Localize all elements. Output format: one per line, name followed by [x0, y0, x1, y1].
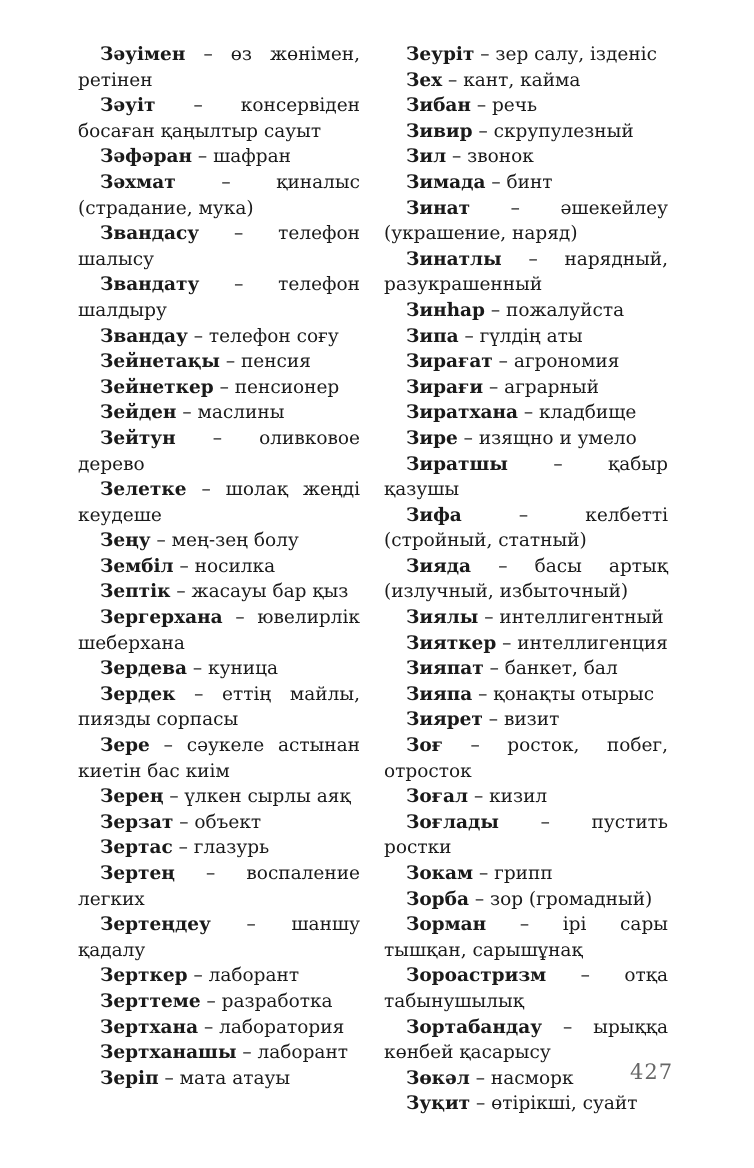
entry-definition: разработка	[221, 990, 333, 1012]
entry-definition: әшекейлеу (украшение, наряд)	[384, 197, 668, 245]
entry-dash: –	[206, 863, 216, 884]
dictionary-entry	[384, 554, 668, 605]
dictionary-entry	[78, 554, 360, 580]
entry-dash: –	[540, 811, 550, 833]
entry-headword: Зергерхана	[100, 607, 223, 629]
dictionary-entry	[78, 1015, 360, 1041]
entry-dash: –	[234, 223, 244, 245]
entry-definition: воспаление легких	[78, 863, 360, 910]
entry-definition: пустить ростки	[384, 811, 668, 859]
entry-dash: –	[176, 581, 186, 603]
entry-dash: –	[235, 607, 245, 629]
entry-headword: Зембіл	[100, 555, 174, 577]
entry-headword: Зире	[406, 427, 458, 449]
entry-definition: кладбище	[539, 402, 637, 424]
entry-dash: –	[242, 1042, 252, 1064]
entry-headword: Зерткер	[100, 965, 188, 987]
dictionary-entry	[384, 1091, 668, 1117]
entry-definition: интеллигенция	[517, 632, 668, 654]
entry-definition: глазурь	[193, 837, 270, 859]
entry-headword: Зертхана	[100, 1016, 199, 1038]
entry-dash: –	[476, 95, 487, 117]
dictionary-entry	[78, 682, 360, 733]
entry-headword: Зияпат	[406, 658, 484, 680]
entry-definition: шолақ жеңді кеудеше	[78, 479, 360, 526]
dictionary-entry	[384, 733, 668, 784]
entry-dash: –	[491, 171, 501, 193]
entry-dash: –	[463, 427, 473, 449]
entry-definition: телефон соғу	[208, 325, 339, 347]
entry-definition: росток, побег, отросток	[384, 735, 669, 782]
entry-headword: Зеріп	[100, 1067, 159, 1089]
dictionary-entry	[78, 221, 360, 272]
right-column	[384, 42, 668, 1117]
entry-headword: Зәфәран	[100, 146, 193, 168]
entry-headword: Зертас	[100, 837, 173, 859]
dictionary-entry	[384, 707, 668, 733]
entry-dash: –	[225, 351, 236, 373]
dictionary-entry	[78, 861, 360, 912]
entry-definition: бинт	[506, 171, 553, 193]
entry-headword: Зертең	[100, 863, 175, 884]
dictionary-entry	[384, 503, 668, 554]
entry-definition: телефон шалдыру	[78, 274, 360, 321]
entry-dash: –	[201, 479, 211, 501]
entry-definition: консервіден босаған қаңылтыр сауыт	[78, 95, 360, 142]
entry-dash: –	[473, 786, 484, 808]
dictionary-entry	[384, 682, 668, 708]
entry-dash: –	[518, 504, 529, 526]
entry-definition: үлкен сырлы аяқ	[184, 786, 351, 808]
entry-dash: –	[178, 837, 188, 859]
entry-headword: Зороастризм	[406, 965, 547, 987]
entry-headword: Зелетке	[100, 479, 187, 501]
entry-headword: Зипа	[406, 325, 459, 347]
entry-dash: –	[498, 555, 508, 577]
entry-definition: қонақты отырыс	[493, 683, 655, 705]
dictionary-entry	[78, 784, 360, 810]
entry-headword: Зинат	[406, 197, 471, 219]
dictionary-entry	[384, 784, 668, 810]
entry-dash: –	[169, 786, 179, 808]
dictionary-entry	[384, 170, 668, 196]
dictionary-entry	[78, 349, 360, 375]
entry-headword: Зоғал	[406, 786, 469, 808]
entry-dash: –	[448, 69, 458, 91]
entry-definition: қиналыс (страдание, мука)	[78, 171, 360, 219]
entry-dash: –	[197, 146, 208, 168]
entry-headword: Зорман	[406, 914, 487, 936]
entry-definition: звонок	[467, 146, 534, 168]
entry-definition: агрономия	[513, 351, 620, 373]
dictionary-entry	[78, 272, 360, 323]
dictionary-entry	[384, 656, 668, 682]
entry-dash: –	[212, 427, 223, 449]
entry-dash: –	[246, 914, 256, 936]
entry-headword: Зоғ	[406, 735, 444, 757]
entry-definition: речь	[491, 95, 538, 117]
entry-headword: Зейнеткер	[100, 376, 214, 398]
entry-definition: келбетті (стройный, статный)	[384, 504, 668, 552]
entry-dash: –	[580, 965, 590, 987]
entry-definition: жасауы бар қыз	[191, 581, 349, 603]
entry-dash: –	[206, 990, 216, 1012]
dictionary-entry	[384, 452, 668, 503]
entry-headword: Зил	[406, 146, 447, 168]
entry-headword: Звандау	[100, 325, 188, 347]
entry-dash: –	[523, 402, 534, 424]
dictionary-entry	[384, 298, 668, 324]
entry-dash: –	[502, 632, 512, 654]
entry-definition: насморк	[490, 1067, 574, 1089]
entry-dash: –	[478, 120, 488, 142]
entry-dash: –	[193, 965, 203, 987]
dictionary-entry	[384, 196, 668, 247]
entry-definition: мең-зең болу	[171, 530, 299, 552]
dictionary-entry	[78, 375, 360, 401]
entry-definition: отқа табынушылық	[384, 965, 668, 1012]
dictionary-entry	[78, 324, 360, 350]
dictionary-entry	[384, 324, 668, 350]
dictionary-entry	[78, 656, 360, 682]
entry-dash: –	[234, 274, 244, 296]
entry-headword: Зердева	[100, 658, 187, 680]
dictionary-entry	[78, 42, 360, 93]
dictionary-entry	[384, 605, 668, 631]
entry-headword: Зинатлы	[406, 248, 502, 270]
entry-headword: Звандасу	[100, 223, 200, 245]
entry-definition: пенсия	[240, 351, 311, 373]
entry-headword: Зәхмат	[100, 171, 176, 193]
entry-definition: шаншу қадалу	[78, 914, 360, 961]
dictionary-entry	[384, 247, 668, 298]
entry-definition: еттің майлы, пиязды сорпасы	[78, 683, 360, 731]
entry-headword: Зиратшы	[406, 453, 508, 475]
entry-headword: Зәуімен	[100, 44, 186, 65]
entry-definition: басы артық (излучный, избыточный)	[384, 555, 668, 603]
entry-dash: –	[489, 658, 499, 680]
entry-headword: Зердек	[100, 683, 176, 705]
dictionary-entry	[78, 605, 360, 656]
entry-definition: лаборант	[257, 1042, 349, 1064]
entry-headword: Зиратхана	[406, 402, 518, 424]
dictionary-entry	[78, 810, 360, 836]
entry-headword: Звандату	[100, 274, 200, 296]
entry-dash: –	[490, 299, 501, 321]
entry-definition: шафран	[213, 146, 291, 168]
dictionary-entry	[78, 170, 360, 221]
entry-headword: Зинһар	[406, 299, 485, 321]
entry-definition: кант, кайма	[463, 69, 581, 91]
entry-headword: Зортабандау	[406, 1016, 543, 1038]
entry-headword: Зертханашы	[100, 1042, 237, 1064]
entry-headword: Зеуріт	[406, 44, 475, 65]
entry-definition: банкет, бал	[504, 658, 618, 680]
entry-dash: –	[219, 376, 229, 398]
dictionary-entry	[384, 887, 668, 913]
entry-definition: куница	[208, 658, 279, 680]
entry-headword: Зейнетақы	[100, 351, 220, 373]
entry-dash: –	[179, 555, 189, 577]
entry-definition: объект	[194, 811, 262, 833]
dictionary-entry	[78, 989, 360, 1015]
dictionary-entry	[78, 1040, 360, 1066]
entry-headword: Зиялы	[406, 607, 479, 629]
dictionary-entry	[384, 144, 668, 170]
entry-dash: –	[203, 44, 213, 65]
entry-definition: оливковое дерево	[78, 427, 360, 475]
entry-definition: телефон шалысу	[78, 223, 360, 270]
entry-definition: визит	[503, 709, 560, 731]
entry-headword: Зәуіт	[100, 95, 156, 117]
entry-definition: пенсионер	[234, 376, 340, 398]
entry-dash: –	[474, 888, 485, 910]
entry-headword: Зерзат	[100, 811, 174, 833]
entry-dash: –	[203, 1016, 214, 1038]
entry-headword: Зоғлады	[406, 811, 499, 833]
dictionary-entry	[78, 1066, 360, 1092]
dictionary-entry	[78, 579, 360, 605]
entry-definition: маслины	[197, 402, 285, 424]
dictionary-entry	[78, 477, 360, 528]
dictionary-entry	[384, 861, 668, 887]
entry-dash: –	[470, 735, 480, 757]
entry-headword: Зептік	[100, 581, 171, 603]
entry-dash: –	[484, 607, 494, 629]
entry-dash: –	[179, 811, 189, 833]
dictionary-entry	[384, 426, 668, 452]
dictionary-entry	[78, 963, 360, 989]
entry-dash: –	[498, 351, 508, 373]
entry-dash: –	[156, 530, 166, 552]
entry-dash: –	[193, 325, 204, 347]
dictionary-entry	[384, 375, 668, 401]
dictionary-entry	[78, 93, 360, 144]
entry-dash: –	[452, 146, 462, 168]
entry-definition: өз жөнімен, ретінен	[78, 44, 360, 91]
entry-dash: –	[488, 376, 499, 398]
entry-definition: грипп	[494, 863, 553, 884]
entry-headword: Зерттеме	[100, 990, 201, 1012]
dictionary-entry	[78, 400, 360, 426]
dictionary-entry	[384, 1066, 668, 1092]
entry-dash: –	[163, 735, 173, 757]
entry-headword: Зирағат	[406, 351, 493, 373]
dictionary-entry	[78, 912, 360, 963]
dictionary-entry	[384, 93, 668, 119]
entry-definition: лаборатория	[219, 1016, 345, 1038]
entry-headword: Зиярет	[406, 709, 483, 731]
entry-headword: Зеңу	[100, 530, 151, 552]
entry-definition: лаборант	[208, 965, 300, 987]
dictionary-entry	[384, 119, 668, 145]
entry-definition: изящно и умело	[478, 427, 637, 449]
entry-definition: гүлдің аты	[479, 325, 583, 347]
entry-definition: зер салу, ізденіс	[495, 44, 657, 65]
entry-dash: –	[528, 248, 538, 270]
dictionary-entry	[78, 733, 360, 784]
entry-definition: ырыққа көнбей қасарысу	[384, 1016, 668, 1064]
entry-headword: Зияткер	[406, 632, 497, 654]
entry-definition: қабыр қазушы	[384, 453, 668, 501]
dictionary-entry	[78, 835, 360, 861]
entry-headword: Зияда	[406, 555, 472, 577]
entry-headword: Зейден	[100, 402, 177, 424]
entry-definition: ірі сары тышқан, сарышұнақ	[384, 914, 669, 961]
dictionary-entry	[78, 426, 360, 477]
entry-headword: Зейтун	[100, 427, 176, 449]
entry-dash: –	[182, 402, 192, 424]
entry-dash: –	[464, 325, 474, 347]
entry-dash: –	[164, 1067, 174, 1089]
entry-dash: –	[221, 171, 231, 193]
left-column	[78, 42, 360, 1091]
entry-definition: аграрный	[504, 376, 599, 398]
entry-dash: –	[194, 683, 204, 705]
entry-dash: –	[192, 658, 203, 680]
entry-headword: Зуқит	[406, 1093, 471, 1115]
entry-headword: Зибан	[406, 95, 471, 117]
dictionary-entry	[384, 349, 668, 375]
dictionary-entry	[384, 42, 668, 68]
entry-dash: –	[519, 914, 530, 936]
entry-definition: кизил	[489, 786, 548, 808]
entry-headword: Зере	[100, 735, 150, 757]
entry-headword: Зивир	[406, 120, 473, 142]
entry-dash: –	[510, 197, 520, 219]
dictionary-entry	[384, 963, 668, 1014]
entry-headword: Зорба	[406, 888, 469, 910]
dictionary-entry	[78, 144, 360, 170]
entry-definition: сәукеле астынан киетін бас киім	[78, 735, 360, 782]
dictionary-entry	[384, 631, 668, 657]
entry-dash: –	[193, 95, 203, 117]
entry-definition: мата атауы	[179, 1067, 291, 1089]
entry-definition: ювелирлік шеберхана	[78, 607, 360, 654]
entry-dash: –	[478, 683, 488, 705]
entry-headword: Зерең	[100, 786, 164, 808]
entry-definition: пожалуйста	[506, 299, 625, 321]
entry-dash: –	[475, 1067, 485, 1089]
dictionary-entry	[384, 912, 668, 963]
dictionary-entry	[384, 400, 668, 426]
dictionary-entry	[384, 68, 668, 94]
entry-dash: –	[476, 1093, 486, 1115]
entry-definition: интеллигентный	[499, 607, 664, 629]
page-number: 427	[630, 1060, 674, 1084]
entry-headword: Зөкәл	[406, 1067, 470, 1089]
entry-headword: Зокам	[406, 863, 474, 884]
entry-definition: скрупулезный	[493, 120, 634, 142]
entry-definition: өтірікші, суайт	[491, 1093, 638, 1115]
entry-dash: –	[553, 453, 563, 475]
entry-dash: –	[563, 1016, 573, 1038]
dictionary-entry	[384, 1015, 668, 1066]
entry-headword: Зех	[406, 69, 443, 91]
entry-headword: Зияпа	[406, 683, 473, 705]
dictionary-entry	[384, 810, 668, 861]
entry-headword: Зимада	[406, 171, 486, 193]
entry-headword: Зирағи	[406, 376, 484, 398]
entry-definition: нарядный, разукрашенный	[384, 248, 668, 296]
entry-dash: –	[480, 44, 490, 65]
entry-definition: носилка	[194, 555, 276, 577]
entry-dash: –	[488, 709, 499, 731]
entry-headword: Зертеңдеу	[100, 914, 211, 936]
dictionary-entry	[78, 528, 360, 554]
entry-dash: –	[479, 863, 489, 884]
entry-definition: зор (громадный)	[489, 888, 653, 910]
entry-headword: Зифа	[406, 504, 462, 526]
